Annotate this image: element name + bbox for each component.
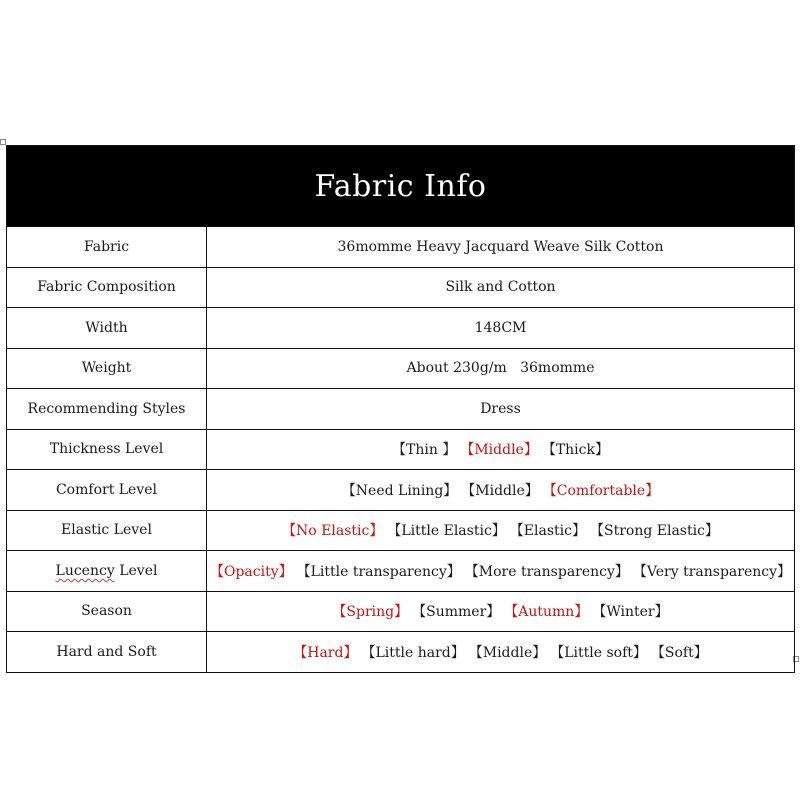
table-row-width xyxy=(7,308,794,349)
row-label: Width xyxy=(7,308,207,348)
option-list xyxy=(207,551,794,591)
option-thick: 【Thick】 xyxy=(541,442,609,459)
row-label: Elastic Level xyxy=(7,511,207,551)
table-row-recommending-styles xyxy=(7,389,794,430)
option-autumn: 【Autumn】 xyxy=(504,604,589,621)
row-value: About 230g/m 36momme xyxy=(406,360,595,377)
option-little-elastic: 【Little Elastic】 xyxy=(387,523,506,540)
option-little-soft: 【Little soft】 xyxy=(550,644,647,661)
option-very-transparency: 【Very transparency】 xyxy=(632,563,792,580)
option-summer: 【Summer】 xyxy=(412,604,501,621)
option-need-lining: 【Need Lining】 xyxy=(341,482,458,499)
row-value: Dress xyxy=(480,400,521,417)
row-label: Recommending Styles xyxy=(7,389,207,429)
option-list xyxy=(207,632,794,672)
option-winter: 【Winter】 xyxy=(592,604,669,621)
row-label: Comfort Level xyxy=(7,470,207,510)
row-label: Fabric xyxy=(7,227,207,267)
table-row-fabric xyxy=(7,227,794,268)
option-more-transparency: 【More transparency】 xyxy=(464,563,629,580)
option-list xyxy=(207,511,794,551)
option-list xyxy=(207,592,794,632)
option-list xyxy=(207,470,794,510)
table-row-weight xyxy=(7,349,794,390)
option-opacity: 【Opacity】 xyxy=(209,563,293,580)
option-little-transparency: 【Little transparency】 xyxy=(296,563,461,580)
option-elastic: 【Elastic】 xyxy=(509,523,586,540)
row-label: Fabric Composition xyxy=(7,268,207,308)
table-row-hard-and-soft xyxy=(7,632,794,672)
option-comfortable: 【Comfortable】 xyxy=(542,482,660,499)
fabric-info-table xyxy=(6,145,795,673)
table-row-elastic-level xyxy=(7,511,794,552)
option-no-elastic: 【No Elastic】 xyxy=(282,523,384,540)
option-middle: 【Middle】 xyxy=(460,442,538,459)
row-label xyxy=(7,551,207,591)
row-label: Thickness Level xyxy=(7,430,207,470)
option-thin: 【Thin 】 xyxy=(392,442,457,459)
option-little-hard: 【Little hard】 xyxy=(361,644,465,661)
row-value: 148CM xyxy=(474,319,527,336)
option-strong-elastic: 【Strong Elastic】 xyxy=(589,523,719,540)
option-hard: 【Hard】 xyxy=(293,644,358,661)
row-value: 36momme Heavy Jacquard Weave Silk Cotton xyxy=(337,238,664,255)
table-row-fabric-composition xyxy=(7,268,794,309)
row-value: Silk and Cotton xyxy=(445,279,556,296)
table-row-season xyxy=(7,592,794,633)
option-soft: 【Soft】 xyxy=(650,644,708,661)
option-list xyxy=(207,430,794,470)
row-label-suffix: Level xyxy=(114,562,158,579)
option-middle: 【Middle】 xyxy=(461,482,539,499)
option-spring: 【Spring】 xyxy=(332,604,409,621)
option-middle: 【Middle】 xyxy=(468,644,547,661)
table-row-comfort-level xyxy=(7,470,794,511)
table-row-lucency-level xyxy=(7,551,794,592)
table-title: Fabric Info xyxy=(7,146,794,227)
row-label: Hard and Soft xyxy=(7,632,207,672)
table-row-thickness-level xyxy=(7,430,794,471)
row-label: Weight xyxy=(7,349,207,389)
row-label-word: Lucency xyxy=(55,562,115,579)
row-label: Season xyxy=(7,592,207,632)
